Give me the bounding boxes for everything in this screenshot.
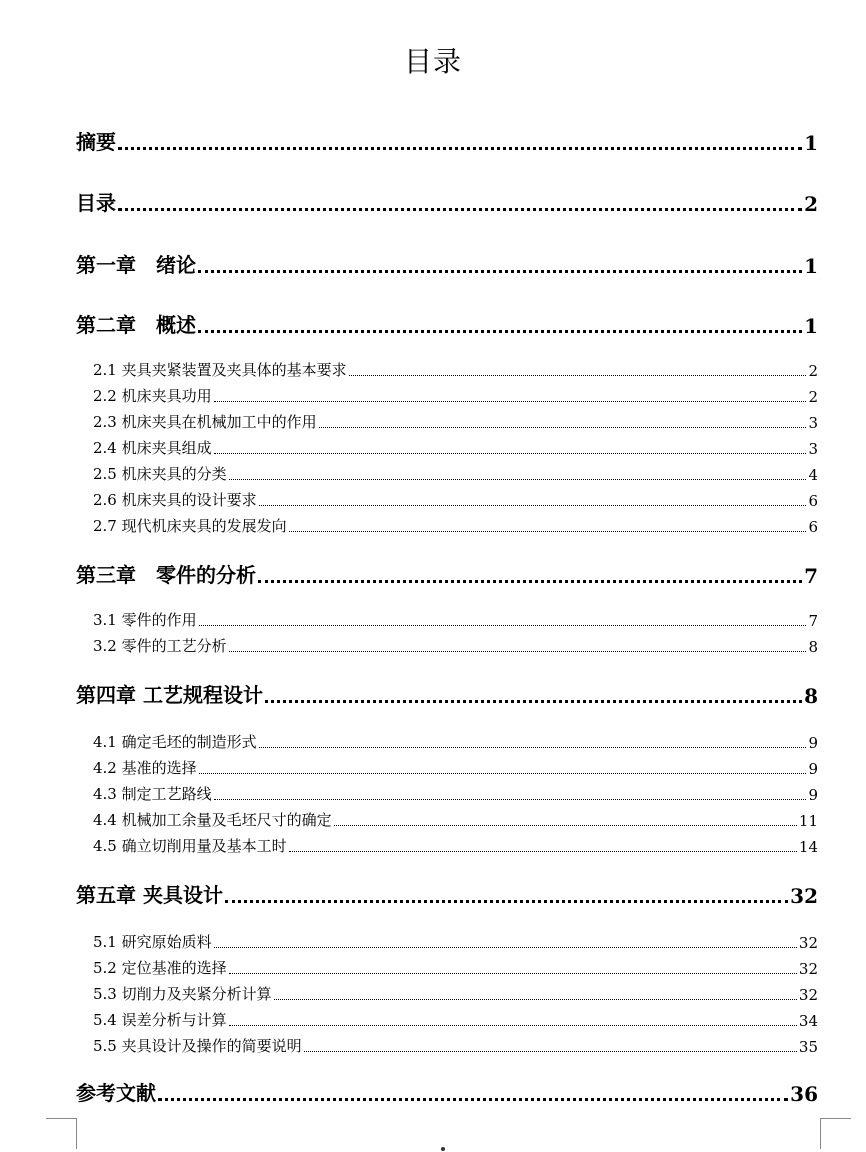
toc-section-entry[interactable] (93, 436, 818, 458)
page-footer-mark (441, 1147, 445, 1151)
toc-entry-label: 4.1 确定毛坯的制造形式 (93, 733, 257, 751)
toc-entry-label: 2.5 机床夹具的分类 (93, 465, 227, 483)
toc-leader-dots (349, 375, 807, 376)
toc-entry-label: 2.6 机床夹具的设计要求 (93, 491, 257, 509)
toc-entry-page-number: 1 (804, 254, 818, 278)
toc-section-entry[interactable] (93, 488, 818, 510)
toc-chapter-entry[interactable] (76, 127, 818, 155)
toc-entry-page-number: 32 (798, 986, 818, 1004)
toc-section-entry[interactable] (93, 384, 818, 406)
toc-entry-label: 2.7 现代机床夹具的发展发向 (93, 517, 287, 535)
toc-leader-dots (118, 147, 802, 150)
page-corner-mark-right (820, 1118, 851, 1149)
toc-entry-page-number: 7 (808, 612, 818, 630)
toc-section-entry[interactable] (93, 1008, 818, 1030)
toc-entry-page-number: 8 (804, 684, 818, 708)
toc-entry-page-number: 14 (798, 838, 818, 856)
toc-section-entry[interactable] (93, 608, 818, 630)
toc-entry-label: 2.4 机床夹具组成 (93, 439, 212, 457)
toc-leader-dots (259, 747, 807, 748)
toc-section-entry[interactable] (93, 930, 818, 952)
toc-leader-dots (289, 851, 797, 852)
toc-entry-label: 3.1 零件的作用 (93, 611, 197, 629)
toc-entry-page-number: 9 (808, 760, 818, 778)
toc-entry-page-number: 36 (790, 1082, 818, 1106)
toc-leader-dots (214, 947, 797, 948)
toc-section-entry[interactable] (93, 410, 818, 432)
toc-leader-dots (319, 427, 807, 428)
toc-chapter-entry[interactable] (76, 1078, 818, 1106)
toc-leader-dots (199, 625, 807, 626)
toc-entry-label: 第三章 零件的分析 (76, 563, 256, 587)
toc-entry-page-number: 7 (804, 564, 818, 588)
toc-leader-dots (304, 1051, 797, 1052)
toc-leader-dots (274, 999, 797, 1000)
toc-entry-page-number: 32 (790, 884, 818, 908)
toc-entry-label: 参考文献 (76, 1081, 156, 1105)
toc-section-entry[interactable] (93, 982, 818, 1004)
toc-section-entry[interactable] (93, 834, 818, 856)
toc-section-entry[interactable] (93, 634, 818, 656)
toc-entry-page-number: 32 (798, 934, 818, 952)
toc-leader-dots (334, 825, 797, 826)
toc-section-entry[interactable] (93, 808, 818, 830)
toc-leader-dots (225, 900, 788, 903)
toc-leader-dots (214, 799, 807, 800)
toc-leader-dots (198, 330, 802, 333)
toc-chapter-entry[interactable] (76, 680, 818, 708)
toc-entry-page-number: 34 (798, 1012, 818, 1030)
toc-leader-dots (198, 270, 802, 273)
toc-section-entry[interactable] (93, 782, 818, 804)
toc-entry-page-number: 1 (804, 131, 818, 155)
toc-entry-page-number: 4 (808, 466, 818, 484)
toc-entry-label: 第四章 工艺规程设计 (76, 683, 263, 707)
toc-chapter-entry[interactable] (76, 560, 818, 588)
toc-chapter-entry[interactable] (76, 310, 818, 338)
toc-entry-page-number: 9 (808, 734, 818, 752)
toc-section-entry[interactable] (93, 756, 818, 778)
toc-entry-page-number: 2 (808, 388, 818, 406)
toc-entry-page-number: 6 (808, 492, 818, 510)
toc-leader-dots (199, 773, 807, 774)
toc-entry-page-number: 3 (808, 414, 818, 432)
page-title: 目录 (403, 45, 462, 78)
toc-leader-dots (214, 453, 807, 454)
toc-leader-dots (229, 651, 807, 652)
toc-leader-dots (229, 973, 797, 974)
toc-leader-dots (229, 479, 807, 480)
toc-entry-label: 5.5 夹具设计及操作的简要说明 (93, 1037, 302, 1055)
toc-entry-label: 5.4 误差分析与计算 (93, 1011, 227, 1029)
toc-leader-dots (289, 531, 807, 532)
toc-section-entry[interactable] (93, 358, 818, 380)
toc-section-entry[interactable] (93, 1034, 818, 1056)
toc-leader-dots (259, 505, 807, 506)
toc-entry-label: 2.2 机床夹具功用 (93, 387, 212, 405)
toc-entry-page-number: 2 (808, 362, 818, 380)
toc-entry-page-number: 32 (798, 960, 818, 978)
toc-leader-dots (118, 208, 802, 211)
toc-entry-label: 2.3 机床夹具在机械加工中的作用 (93, 413, 317, 431)
toc-entry-page-number: 8 (808, 638, 818, 656)
toc-entry-label: 2.1 夹具夹紧装置及夹具体的基本要求 (93, 361, 347, 379)
toc-entry-label: 第一章 绪论 (76, 253, 196, 277)
toc-entry-page-number: 3 (808, 440, 818, 458)
toc-leader-dots (258, 580, 802, 583)
toc-entry-page-number: 2 (804, 192, 818, 216)
toc-entry-label: 5.1 研究原始质料 (93, 933, 212, 951)
toc-chapter-entry[interactable] (76, 880, 818, 908)
toc-entry-page-number: 9 (808, 786, 818, 804)
toc-leader-dots (214, 401, 807, 402)
toc-section-entry[interactable] (93, 730, 818, 752)
toc-entry-label: 5.3 切削力及夹紧分析计算 (93, 985, 272, 1003)
toc-entry-label: 第二章 概述 (76, 313, 196, 337)
toc-leader-dots (229, 1025, 797, 1026)
toc-chapter-entry[interactable] (76, 250, 818, 278)
toc-entry-page-number: 1 (804, 314, 818, 338)
toc-chapter-entry[interactable] (76, 188, 818, 216)
toc-section-entry[interactable] (93, 462, 818, 484)
toc-section-entry[interactable] (93, 514, 818, 536)
toc-entry-page-number: 6 (808, 518, 818, 536)
toc-entry-label: 摘要 (76, 130, 116, 154)
toc-entry-label: 4.2 基准的选择 (93, 759, 197, 777)
toc-entry-page-number: 35 (798, 1038, 818, 1056)
toc-entry-label: 目录 (76, 191, 116, 215)
page-corner-mark-left (46, 1118, 77, 1149)
toc-entry-label: 4.3 制定工艺路线 (93, 785, 212, 803)
toc-section-entry[interactable] (93, 956, 818, 978)
toc-leader-dots (158, 1098, 788, 1101)
toc-entry-label: 第五章 夹具设计 (76, 883, 223, 907)
toc-entry-label: 4.5 确立切削用量及基本工时 (93, 837, 287, 855)
toc-entry-label: 5.2 定位基准的选择 (93, 959, 227, 977)
toc-entry-label: 3.2 零件的工艺分析 (93, 637, 227, 655)
toc-entry-label: 4.4 机械加工余量及毛坯尺寸的确定 (93, 811, 332, 829)
toc-entry-page-number: 11 (798, 812, 818, 830)
toc-leader-dots (265, 700, 802, 703)
